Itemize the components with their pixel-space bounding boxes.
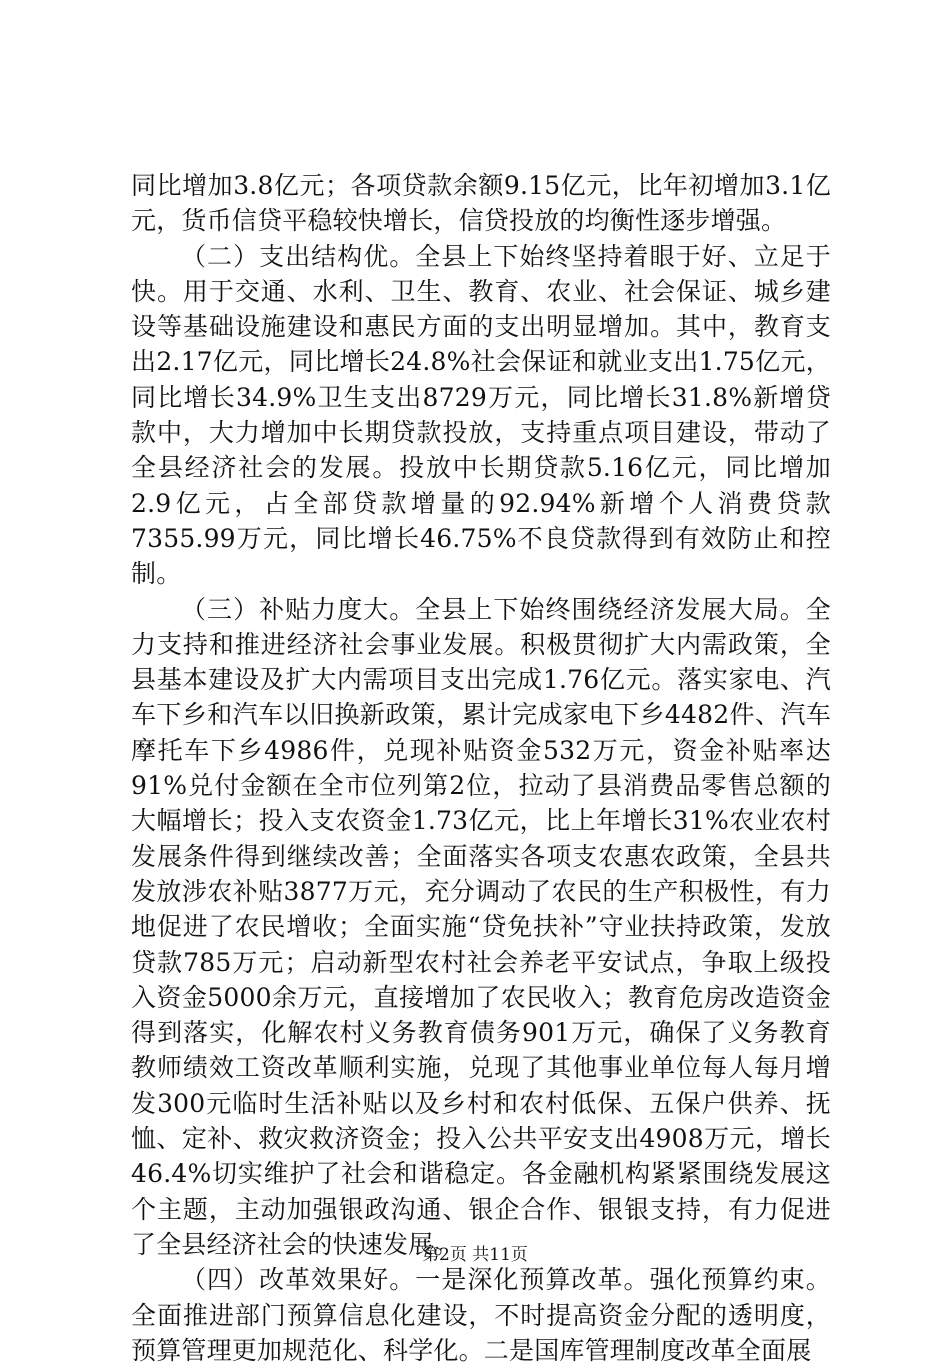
paragraph-3: （三）补贴力度大。全县上下始终围绕经济发展大局。全力支持和推进经济社会事业发展。积极贯彻扩大内需政策，全县基本建设及扩大内需项目支出完成1.76亿元。落实家电、汽车下乡和汽车以旧换新政策，累计完成家电下乡4482件、汽车摩托车下乡4986件，兑现补贴资金532万元，资金补贴率达91%兑付金额在全市位列第2位，拉动了县消费品零售总额的大幅增长；投入支农资金1.73亿元，比上年增长31%农业农村发展条件得到继续改善；全面落实各项支农惠农政策，全县共发放涉农补贴3877万元，充分调动了农民的生产积极性，有力地促进了农民增收；全面实施“贷免扶补”守业扶持政策，发放贷款785万元；启动新型农村社会养老平安试点，争取上级投入资金5000余万元，直接增加了农民收入；教育危房改造资金得到落实，化解农村义务教育债务901万元，确保了义务教育教师绩效工资改革顺利实施，兑现了其他事业单位每人每月增发300元临时生活补贴以及乡村和农村低保、五保户供养、抚恤、定补、救灾救济资金；投入公共平安支出4908万元，增长46.4%切实维护了社会和谐稳定。各金融机构紧紧围绕发展这个主题，主动加强银政沟通、银企合作、银银支持，有力促进了全县经济社会的快速发展。 <box>131 594 831 1259</box>
paragraph-2: （二）支出结构优。全县上下始终坚持着眼于好、立足于快。用于交通、水利、卫生、教育、农业、社会保证、城乡建设等基础设施建设和惠民方面的支出明显增加。其中，教育支出2.17亿元，同比增长24.8%社会保证和就业支出1.75亿元，同比增长34.9%卫生支出8729万元，同比增长31.8%新增贷款中，大力增加中长期贷款投放，支持重点项目建设，带动了全县经济社会的发展。投放中长期贷款5.16亿元，同比增加2.9亿元，占全部贷款增量的92.94%新增个人消费贷款7355.99万元，同比增长46.75%不良贷款得到有效防止和控制。 <box>131 241 831 589</box>
page-number-footer: 第2页 共11页 <box>422 1245 528 1265</box>
paragraph-4: （四）改革效果好。一是深化预算改革。强化预算约束。全面推进部门预算信息化建设，不时提高资金分配的透明度，预算管理更加规范化、科学化。二是国库管理制度改革全面展 <box>131 1265 831 1365</box>
paragraph-1: 同比增加3.8亿元；各项贷款余额9.15亿元，比年初增加3.1亿元，货币信贷平稳较快增长，信贷投放的均衡性逐步增强。 <box>131 171 831 236</box>
document-body <box>131 168 831 1368</box>
